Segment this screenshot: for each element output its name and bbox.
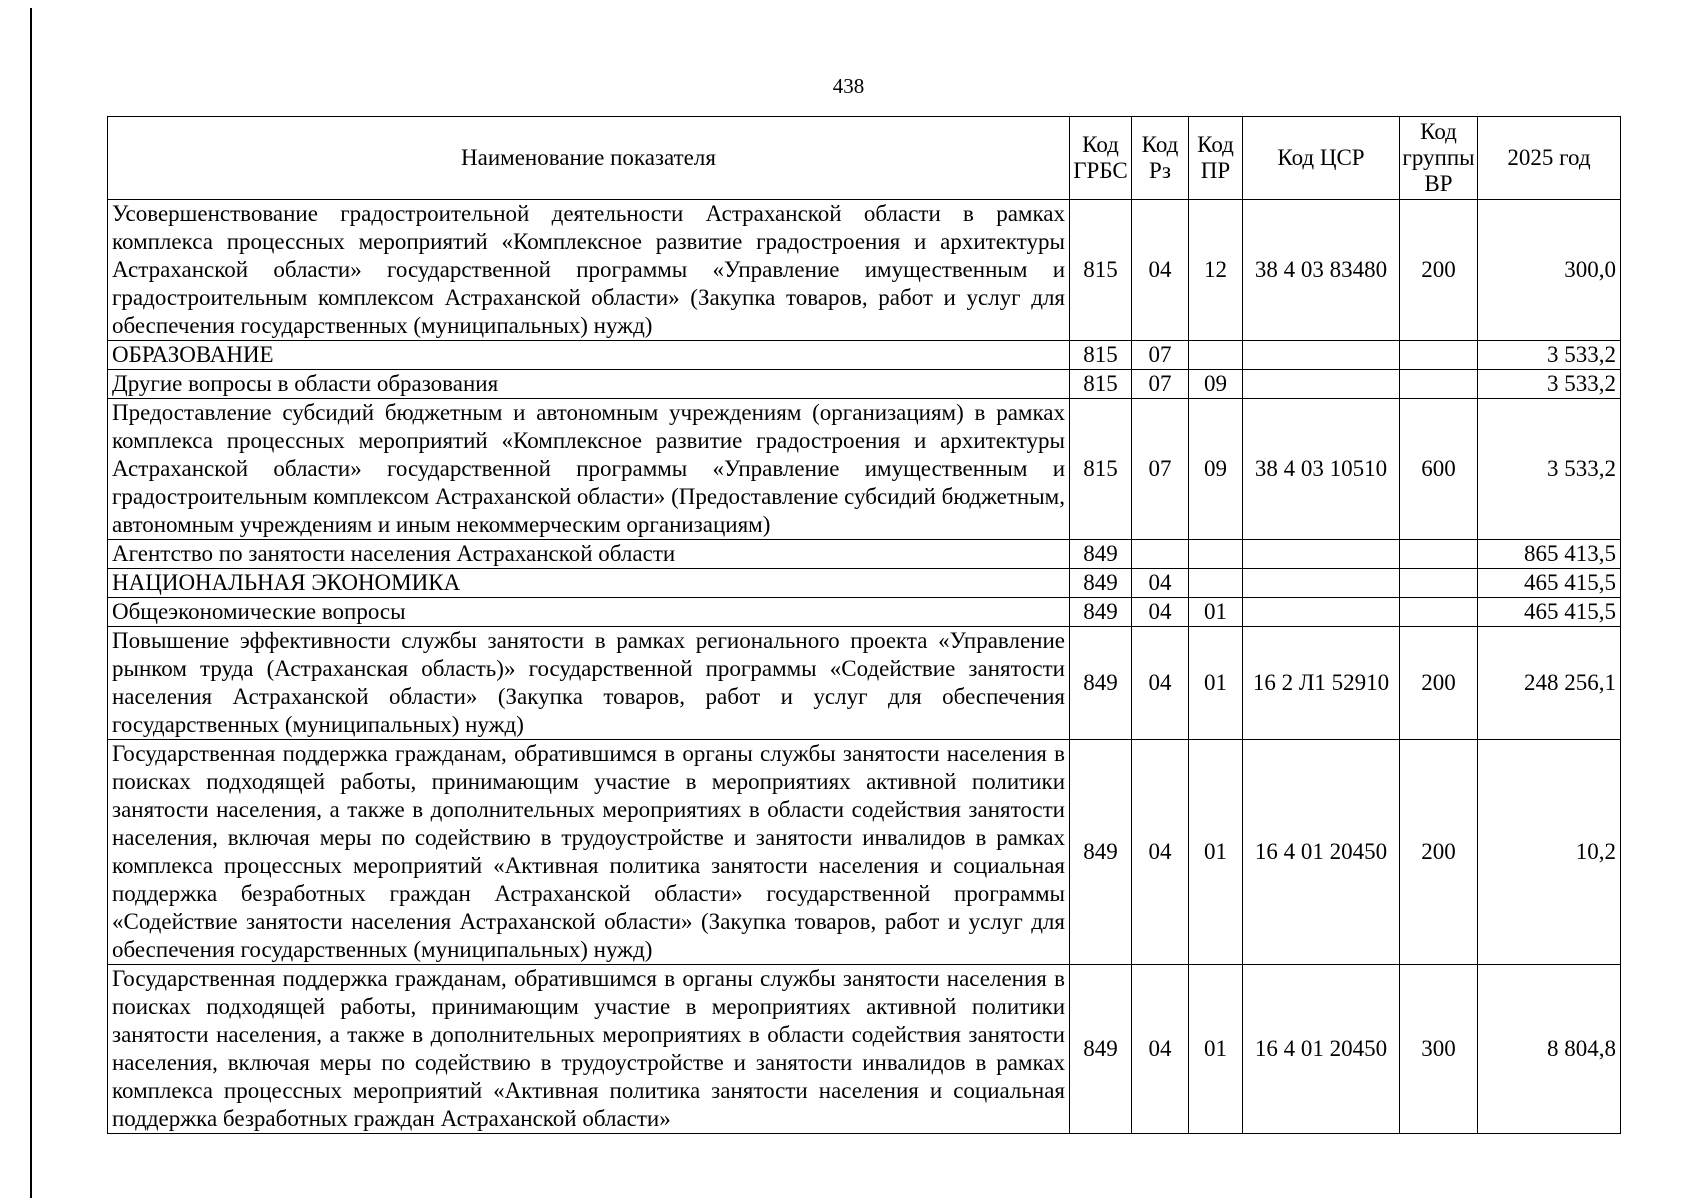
row-grbs: 849 [1070,627,1132,740]
row-amount: 3 533,2 [1478,341,1621,370]
header-year: 2025 год [1478,117,1621,200]
row-name: Государственная поддержка гражданам, обратившимся в органы службы занятости населения в поисках подходящей работы, принимающим участие в мероприятиях активной политики занятости населения, а также в дополнительных мероприятиях в области содействия занятости населения, включая меры по содействию в трудоустройстве и занятости инвалидов в рамках комплекса процессных мероприятий «Активная политика занятости населения и социальная поддержка безработных граждан Астраханской области» государственной программы «Содействие занятости населения Астраханской области» (Закупка товаров, работ и услуг для обеспечения государственных (муниципальных) нужд) [108,740,1070,965]
row-name: Государственная поддержка гражданам, обратившимся в органы службы занятости населения в поисках подходящей работы, принимающим участие в мероприятиях активной политики занятости населения, а также в дополнительных мероприятиях в области содействия занятости населения, включая меры по содействию в трудоустройстве и занятости инвалидов в рамках комплекса процессных мероприятий «Активная политика занятости населения и социальная поддержка безработных граждан Астраханской области» [108,965,1070,1134]
row-csr [1243,569,1400,598]
row-name: Агентство по занятости населения Астраханской области [108,540,1070,569]
row-pr: 09 [1189,399,1243,540]
row-vr: 200 [1400,740,1478,965]
row-csr [1243,370,1400,399]
row-rz: 04 [1132,598,1189,627]
left-margin-line [30,8,32,1198]
row-pr: 01 [1189,627,1243,740]
row-grbs: 849 [1070,540,1132,569]
row-amount: 300,0 [1478,200,1621,341]
row-rz: 04 [1132,627,1189,740]
row-rz: 07 [1132,399,1189,540]
table-row [108,965,1621,1134]
table-row [108,598,1621,627]
row-vr [1400,569,1478,598]
row-name: Предоставление субсидий бюджетным и автономным учреждениям (организациям) в рамках комплекса процессных мероприятий «Комплексное развитие градостроения и архитектуры Астраханской области» государственной программы «Управление имущественным и градостроительным комплексом Астраханской области» (Предоставление субсидий бюджетным, автономным учреждениям и иным некоммерческим организациям) [108,399,1070,540]
row-rz: 04 [1132,965,1189,1134]
row-amount: 465 415,5 [1478,569,1621,598]
row-rz: 07 [1132,341,1189,370]
row-rz: 04 [1132,569,1189,598]
row-csr: 38 4 03 83480 [1243,200,1400,341]
row-name: Другие вопросы в области образования [108,370,1070,399]
row-vr [1400,598,1478,627]
budget-table [107,116,1621,1134]
row-amount: 8 804,8 [1478,965,1621,1134]
row-rz: 04 [1132,740,1189,965]
row-grbs: 815 [1070,399,1132,540]
row-pr [1189,569,1243,598]
row-name: НАЦИОНАЛЬНАЯ ЭКОНОМИКА [108,569,1070,598]
row-pr [1189,341,1243,370]
row-grbs: 849 [1070,965,1132,1134]
table-row [108,399,1621,540]
row-pr: 12 [1189,200,1243,341]
row-amount: 865 413,5 [1478,540,1621,569]
row-grbs: 849 [1070,598,1132,627]
row-vr [1400,540,1478,569]
row-pr [1189,540,1243,569]
row-name: Повышение эффективности службы занятости в рамках регионального проекта «Управление рынком труда (Астраханская область)» государственной программы «Содействие занятости населения Астраханской области» (Закупка товаров, работ и услуг для обеспечения государственных (муниципальных) нужд) [108,627,1070,740]
row-pr: 01 [1189,965,1243,1134]
row-csr: 16 2 Л1 52910 [1243,627,1400,740]
row-amount: 248 256,1 [1478,627,1621,740]
row-grbs: 815 [1070,370,1132,399]
table-row [108,540,1621,569]
row-rz: 07 [1132,370,1189,399]
row-pr: 01 [1189,740,1243,965]
row-amount: 3 533,2 [1478,370,1621,399]
table-row [108,341,1621,370]
header-csr: Код ЦСР [1243,117,1400,200]
row-rz [1132,540,1189,569]
row-amount: 3 533,2 [1478,399,1621,540]
row-name: Общеэкономические вопросы [108,598,1070,627]
header-vr: Код группы ВР [1400,117,1478,200]
row-vr: 200 [1400,200,1478,341]
row-pr: 01 [1189,598,1243,627]
row-pr: 09 [1189,370,1243,399]
header-grbs: Код ГРБС [1070,117,1132,200]
row-csr [1243,540,1400,569]
row-vr [1400,341,1478,370]
row-rz: 04 [1132,200,1189,341]
row-vr [1400,370,1478,399]
row-csr [1243,341,1400,370]
row-amount: 465 415,5 [1478,598,1621,627]
row-grbs: 815 [1070,200,1132,341]
row-csr: 16 4 01 20450 [1243,740,1400,965]
row-csr: 38 4 03 10510 [1243,399,1400,540]
row-vr: 300 [1400,965,1478,1134]
row-grbs: 849 [1070,569,1132,598]
table-row [108,370,1621,399]
table-header-row [108,117,1621,200]
row-amount: 10,2 [1478,740,1621,965]
row-vr: 600 [1400,399,1478,540]
page-number: 438 [832,74,865,98]
table-row [108,627,1621,740]
header-pr: Код ПР [1189,117,1243,200]
row-grbs: 849 [1070,740,1132,965]
header-name: Наименование показателя [108,117,1070,200]
row-csr: 16 4 01 20450 [1243,965,1400,1134]
row-vr: 200 [1400,627,1478,740]
row-name: ОБРАЗОВАНИЕ [108,341,1070,370]
row-grbs: 815 [1070,341,1132,370]
table-row [108,200,1621,341]
row-csr [1243,598,1400,627]
row-name: Усовершенствование градостроительной деятельности Астраханской области в рамках комплекса процессных мероприятий «Комплексное развитие градостроения и архитектуры Астраханской области» государственной программы «Управление имущественным и градостроительным комплексом Астраханской области» (Закупка товаров, работ и услуг для обеспечения государственных (муниципальных) нужд) [108,200,1070,341]
header-rz: Код Рз [1132,117,1189,200]
table-row [108,569,1621,598]
table-row [108,740,1621,965]
